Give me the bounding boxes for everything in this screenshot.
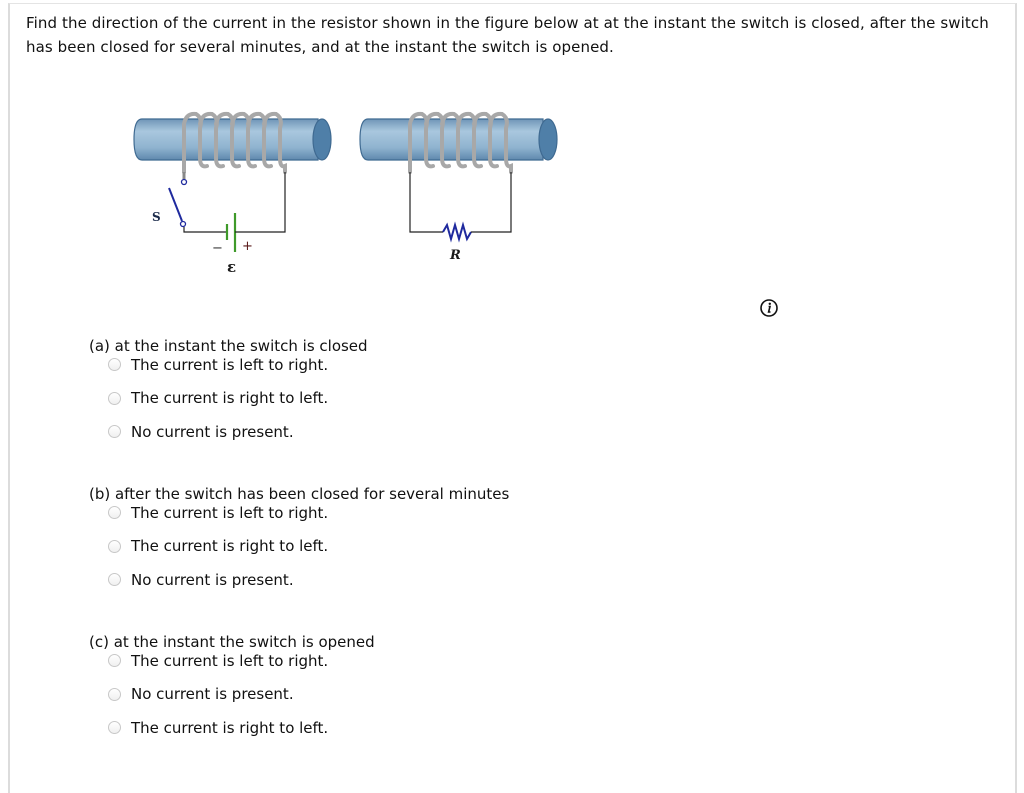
part-b-option-2[interactable]: The current is right to left. (108, 530, 509, 564)
part-c-option-1[interactable]: The current is left to right. (108, 644, 375, 678)
question-prompt: Find the direction of the current in the resistor shown in the figure below at at the instant the switch is closed, after the switch has been closed for several minutes, and at the instant the switch is opened. (26, 14, 989, 56)
part-a-option-3[interactable]: No current is present. (108, 415, 368, 449)
part-a-option-1[interactable]: The current is left to right. (108, 348, 368, 382)
part-c-option-3[interactable]: The current is right to left. (108, 711, 375, 745)
part-c-title: (c) at the instant the switch is opened (89, 633, 375, 651)
part-b-option-1[interactable]: The current is left to right. (108, 496, 509, 530)
radio-button[interactable] (108, 425, 121, 438)
radio-button[interactable] (108, 392, 121, 405)
part-a-title: (a) at the instant the switch is closed (89, 337, 368, 355)
svg-text:ε: ε (227, 258, 237, 276)
part-b-title: (b) after the switch has been closed for several minutes (89, 485, 510, 503)
radio-button[interactable] (108, 654, 121, 667)
right-solenoid (360, 114, 557, 172)
part-c-option-2[interactable]: No current is present. (108, 678, 375, 712)
part-c (89, 630, 375, 745)
radio-button[interactable] (108, 573, 121, 586)
info-icon[interactable] (759, 298, 779, 318)
radio-button[interactable] (108, 540, 121, 553)
solenoid-circuit-figure (120, 100, 580, 280)
svg-text:S: S (152, 210, 161, 224)
left-solenoid (134, 114, 331, 172)
svg-text:+: + (242, 239, 253, 254)
right-circuit (410, 172, 511, 263)
svg-text:−: − (212, 241, 223, 256)
radio-button[interactable] (108, 358, 121, 371)
radio-button[interactable] (108, 506, 121, 519)
part-b-option-3[interactable]: No current is present. (108, 563, 509, 597)
part-a-option-2[interactable]: The current is right to left. (108, 382, 368, 416)
left-circuit (152, 172, 285, 276)
radio-button[interactable] (108, 688, 121, 701)
part-b (89, 482, 509, 597)
resistor-icon (443, 225, 471, 239)
switch-icon (169, 188, 182, 221)
radio-button[interactable] (108, 721, 121, 734)
part-a (89, 334, 368, 449)
svg-text:R: R (450, 248, 461, 263)
